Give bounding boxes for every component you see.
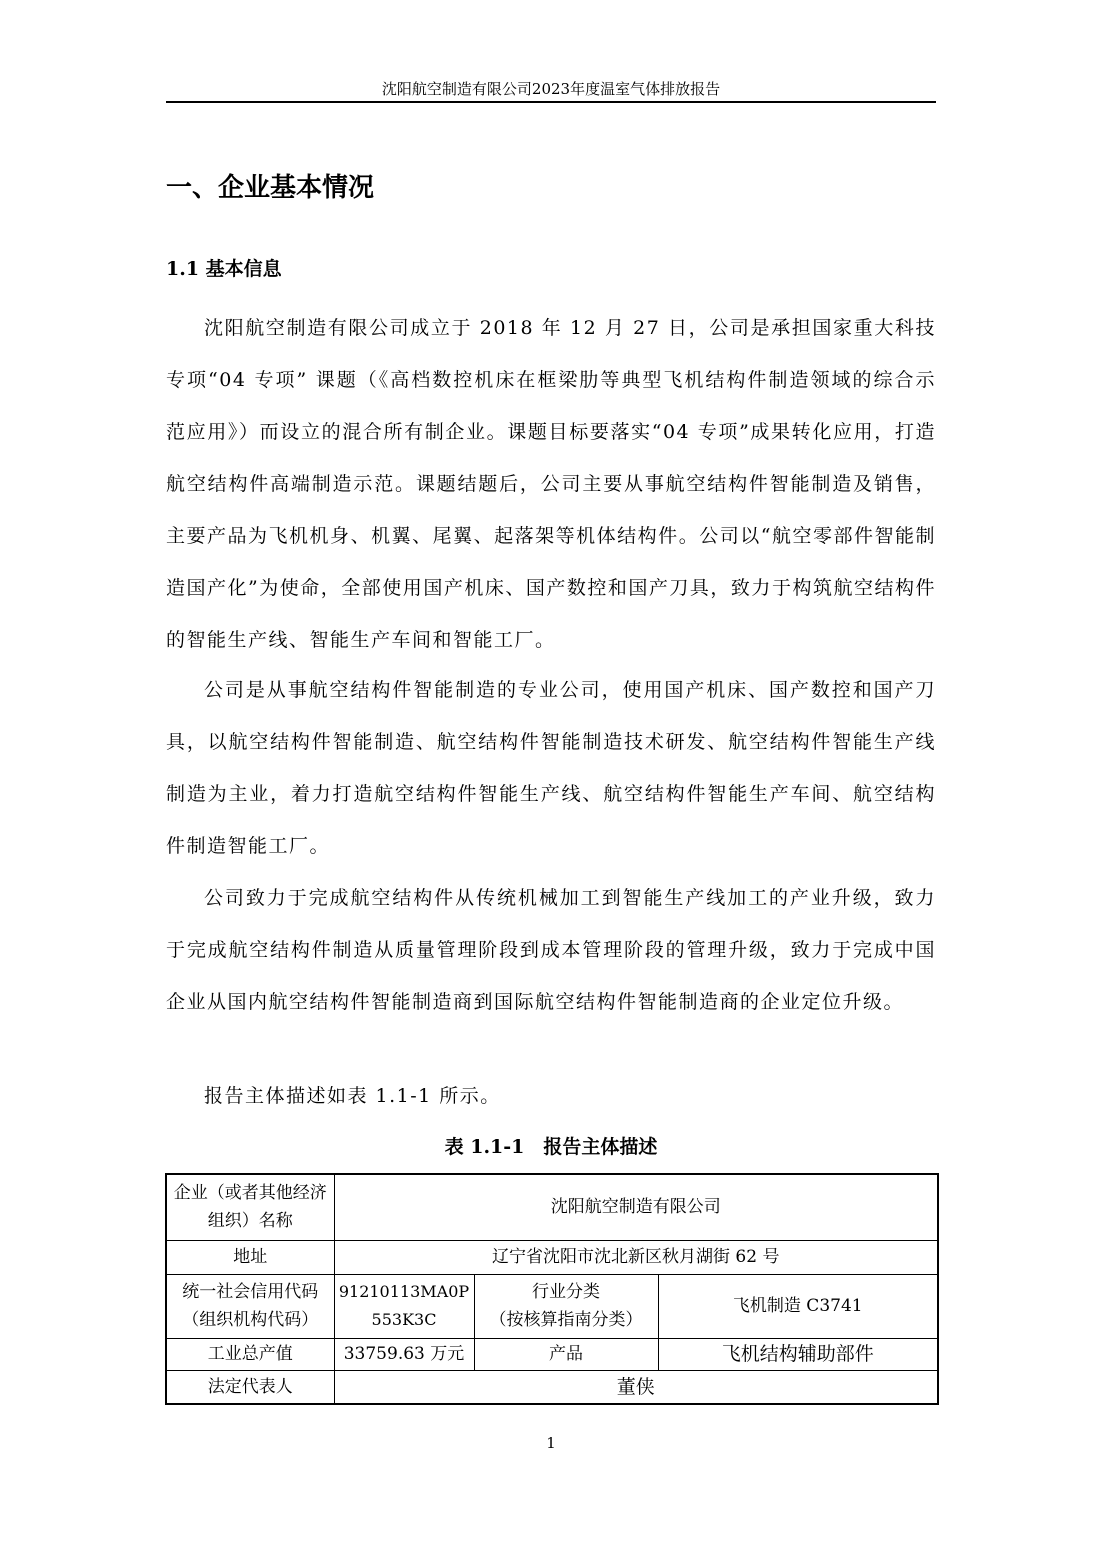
legal-representative-value: 董侠 — [334, 1370, 938, 1404]
running-header: 沈阳航空制造有限公司2023年度温室气体排放报告 — [381, 80, 721, 98]
table-row — [166, 1370, 938, 1404]
industry-label-line1: 行业分类 — [532, 1282, 600, 1302]
credit-code-value-cell — [334, 1274, 474, 1338]
enterprise-name-label-line2: 组织）名称 — [207, 1211, 293, 1232]
body-paragraph: 报告主体描述如表 1.1-1 所示。 — [204, 1085, 501, 1107]
body-paragraph: 沈阳航空制造有限公司成立于 2018 年 12 月 27 日，公司是承担国家重大科技专项“04 专项” 课题（《高档数控机床在框梁肋等典型飞机结构件制造领域的综合示范应用》）而设立的混合所有制企业。课题目标要落实“04 专项”成果转化应用，打造航空结构件高端制造示范。课题结题后，公司主要从事航空结构件智能制造及销售，主要产品为飞机机身、机翼、尾翼、起落架等机体结构件。公司以“航空零部件智能制造国产化”为使命，全部使用国产机床、国产数控和国产刀具，致力于构筑航空结构件的智能生产线、智能生产车间和智能工厂。 — [166, 317, 936, 651]
industry-value: 飞机制造 C3741 — [658, 1274, 938, 1338]
enterprise-name-value: 沈阳航空制造有限公司 — [334, 1174, 938, 1240]
output-value: 33759.63 万元 — [334, 1338, 474, 1370]
table-row — [166, 1274, 938, 1338]
body-paragraph: 公司是从事航空结构件智能制造的专业公司，使用国产机床、国产数控和国产刀具，以航空结构件智能制造、航空结构件智能制造技术研发、航空结构件智能生产线制造为主业，着力打造航空结构件智能生产线、航空结构件智能生产车间、航空结构件制造智能工厂。 — [166, 679, 936, 857]
product-value: 飞机结构辅助部件 — [658, 1338, 938, 1370]
section-title: 1.1 基本信息 — [166, 258, 282, 280]
output-value-label: 工业总产值 — [166, 1338, 334, 1370]
table-row — [166, 1338, 938, 1370]
enterprise-name-label-line1: 企业（或者其他经济 — [173, 1183, 327, 1204]
table-row — [166, 1240, 938, 1274]
chapter-title: 一、企业基本情况 — [166, 173, 375, 203]
page-number: 1 — [546, 1434, 556, 1452]
credit-code-label-line1: 统一社会信用代码 — [182, 1282, 319, 1302]
enterprise-name-label-cell — [166, 1174, 334, 1240]
credit-code-value-line1: 91210113MA0P — [338, 1282, 470, 1301]
credit-code-value-line2: 553K3C — [371, 1310, 437, 1329]
table-caption: 表 1.1-1 报告主体描述 — [444, 1136, 658, 1158]
header-divider — [166, 101, 936, 103]
credit-code-label-cell — [166, 1274, 334, 1338]
body-paragraph: 公司致力于完成航空结构件从传统机械加工到智能生产线加工的产业升级，致力于完成航空结构件制造从质量管理阶段到成本管理阶段的管理升级，致力于完成中国企业从国内航空结构件智能制造商到国际航空结构件智能制造商的企业定位升级。 — [166, 887, 936, 1013]
address-value: 辽宁省沈阳市沈北新区秋月湖街 62 号 — [334, 1240, 938, 1274]
address-label: 地址 — [166, 1240, 334, 1274]
credit-code-label-line2: （组织机构代码） — [182, 1310, 319, 1330]
legal-representative-label: 法定代表人 — [166, 1370, 334, 1404]
industry-label-cell — [474, 1274, 658, 1338]
product-label: 产品 — [474, 1338, 658, 1370]
table-row — [166, 1174, 938, 1240]
industry-label-line2: （按核算指南分类） — [489, 1310, 643, 1330]
report-entity-table — [165, 1173, 939, 1405]
